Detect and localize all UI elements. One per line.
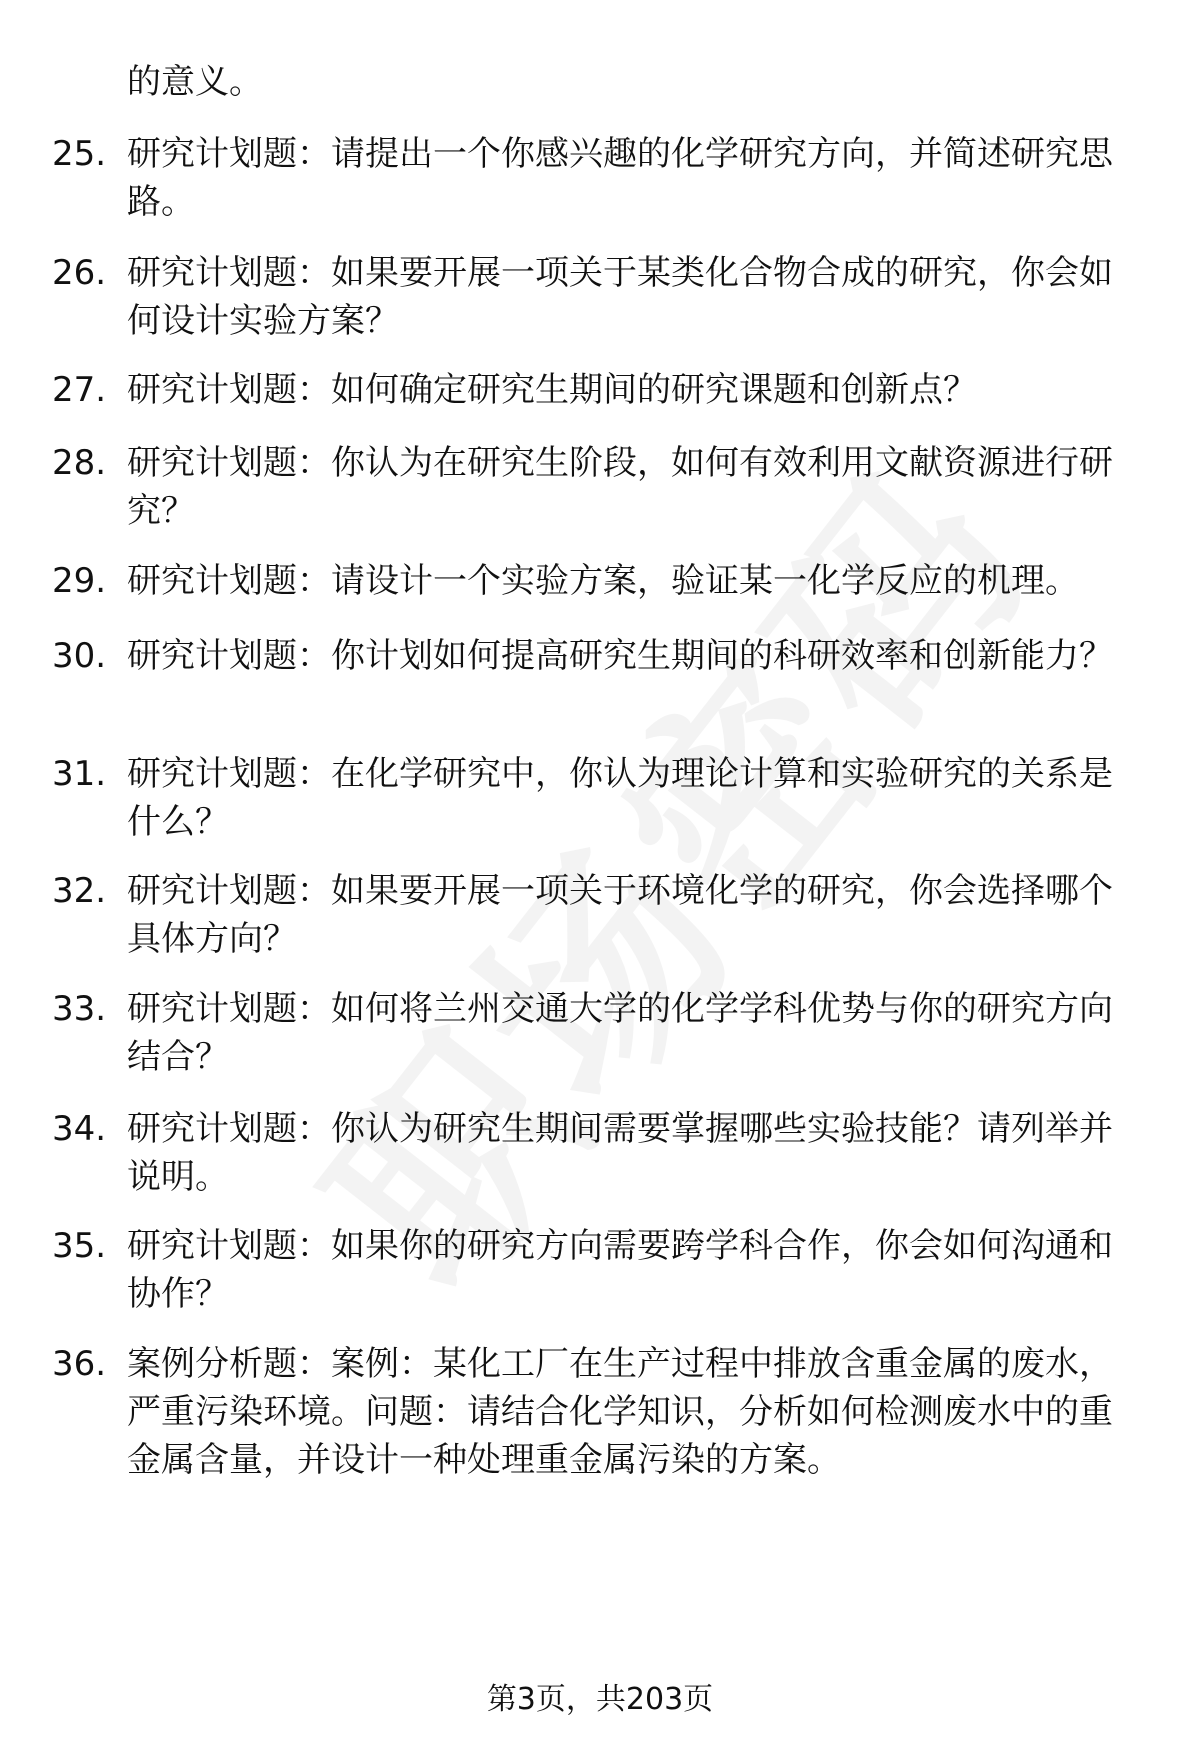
question-text: 研究计划题：如果要开展一项关于某类化合物合成的研究，你会如何设计实验方案？ (127, 253, 1113, 341)
question-number: 25. (52, 134, 107, 174)
question-number: 33. (52, 989, 107, 1029)
question-number: 26. (52, 253, 107, 293)
continued-text: 的意义。 (127, 62, 263, 102)
question-text: 研究计划题：如果你的研究方向需要跨学科合作，你会如何沟通和协作？ (127, 1226, 1113, 1314)
question-text: 研究计划题：你计划如何提高研究生期间的科研效率和创新能力？ (127, 636, 1113, 676)
question-number: 36. (52, 1344, 107, 1384)
question-number: 27. (52, 370, 107, 410)
question-number: 31. (52, 754, 107, 794)
question-number: 32. (52, 871, 107, 911)
question-text: 研究计划题：如何将兰州交通大学的化学学科优势与你的研究方向结合？ (127, 989, 1113, 1077)
question-number: 30. (52, 636, 107, 676)
question-text: 研究计划题：请提出一个你感兴趣的化学研究方向，并简述研究思路。 (127, 134, 1113, 222)
question-text: 研究计划题：如何确定研究生期间的研究课题和创新点？ (127, 370, 977, 410)
question-number: 34. (52, 1109, 107, 1149)
question-number: 29. (52, 561, 107, 601)
question-text: 研究计划题：在化学研究中，你认为理论计算和实验研究的关系是什么？ (127, 754, 1113, 842)
question-number: 35. (52, 1226, 107, 1266)
question-text: 研究计划题：你认为研究生期间需要掌握哪些实验技能？请列举并说明。 (127, 1109, 1113, 1197)
question-text: 研究计划题：你认为在研究生阶段，如何有效利用文献资源进行研究？ (127, 443, 1113, 531)
question-text: 研究计划题：请设计一个实验方案，验证某一化学反应的机理。 (127, 561, 1079, 601)
page-footer: 第3页，共203页 (486, 1682, 714, 1717)
question-number: 28. (52, 443, 107, 483)
question-text: 研究计划题：如果要开展一项关于环境化学的研究，你会选择哪个具体方向？ (127, 871, 1113, 959)
question-text: 案例分析题：案例：某化工厂在生产过程中排放含重金属的废水，严重污染环境。问题：请结合化学知识，分析如何检测废水中的重金属含量，并设计一种处理重金属污染的方案。 (127, 1344, 1113, 1480)
